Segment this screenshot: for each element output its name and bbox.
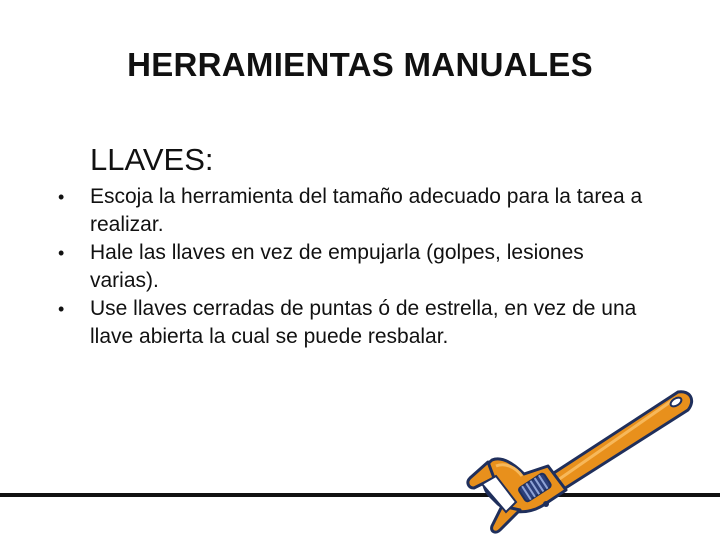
section-heading: LLAVES: [90,142,214,177]
bullet-icon: • [58,243,65,263]
bullet-item [58,239,658,295]
bullet-list [58,183,658,351]
bullet-item [58,183,658,239]
adjustable-wrench-icon [462,378,702,538]
slide-title: HERRAMIENTAS MANUALES [127,46,593,83]
bullet-icon: • [58,299,65,319]
bullet-item [58,295,658,351]
bullet-text: Escoja la herramienta del tamaño adecuado para la tarea a realizar. [90,185,643,236]
bullet-text: Use llaves cerradas de puntas ó de estrella, en vez de una llave abierta la cual se puede resbalar. [90,297,637,348]
bullet-text: Hale las llaves en vez de empujarla (golpes, lesiones varias). [90,241,584,292]
bullet-icon: • [58,187,65,207]
